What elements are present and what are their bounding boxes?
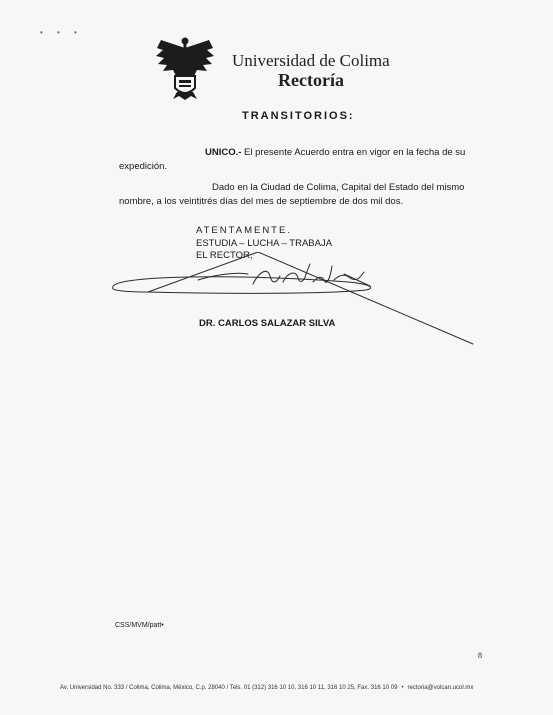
closing-salutation: ATENTAMENTE. xyxy=(196,225,292,236)
paragraph-1-line-1 xyxy=(205,146,465,160)
page-number: 8 xyxy=(478,651,482,660)
article-label: UNICO.- xyxy=(205,147,242,158)
paragraph-1-text: El presente Acuerdo entra en vigor en la fecha de su xyxy=(241,147,466,158)
reference-initials: CSS/MVM/patt• xyxy=(115,622,164,629)
signer-name: DR. CARLOS SALAZAR SILVA xyxy=(199,318,336,329)
section-heading: TRANSITORIOS: xyxy=(242,110,355,122)
footer-separator: • xyxy=(401,685,404,691)
scan-specks: • • • xyxy=(40,28,83,37)
closing-title: EL RECTOR, xyxy=(196,250,253,261)
footer-address: Av. Universidad No. 333 / Colima, Colima, México, C.p. 28040 / Tels. 01 (312) 316 10 10, 316 10 11, 316 10 25, Fax. 316 10 09 xyxy=(60,685,398,691)
paragraph-1-line-2: expedición. xyxy=(119,161,168,172)
closing-motto: ESTUDIA – LUCHA – TRABAJA xyxy=(196,238,333,249)
paragraph-2-line-1: Dado en la Ciudad de Colima, Capital del Estado del mismo xyxy=(212,182,465,193)
footer-contact xyxy=(60,685,473,691)
office-name: Rectoría xyxy=(278,70,344,90)
university-crest-logo xyxy=(155,36,215,100)
handwritten-signature xyxy=(108,252,478,348)
university-name: Universidad de Colima xyxy=(232,51,390,70)
paragraph-2-line-2: nombre, a los veintitrés días del mes de septiembre de dos mil dos. xyxy=(119,196,404,207)
footer-email: rectoria@volcan.ucol.mx xyxy=(407,685,474,691)
